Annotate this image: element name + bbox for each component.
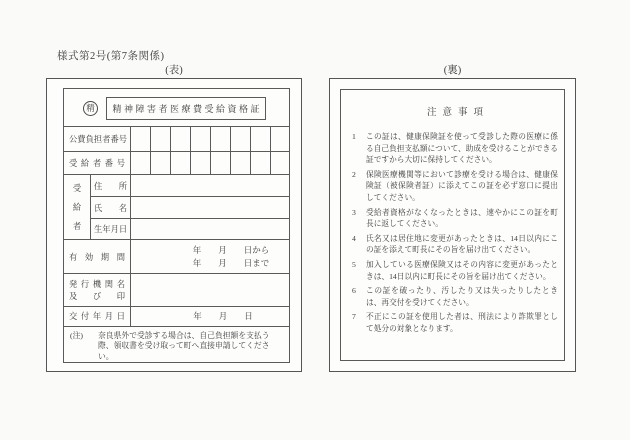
- note-item: [352, 285, 558, 308]
- digit-cell: [151, 152, 171, 175]
- certificate-back-panel: [340, 89, 565, 361]
- address-label: 住所: [94, 181, 127, 191]
- issuer-value-cell: [131, 274, 289, 305]
- valid-period-label: 有効期間: [69, 252, 125, 262]
- note-item: [352, 233, 558, 256]
- valid-period-value-cell: [131, 240, 289, 273]
- form-number-label: 様式第2号(第7条関係): [57, 51, 165, 62]
- front-side-caption: (表): [165, 65, 183, 76]
- note-item: [352, 207, 558, 230]
- recipient-number-row: [64, 152, 289, 176]
- birthdate-value-cell: [131, 219, 289, 239]
- digit-cell: [231, 152, 251, 175]
- digit-cell: [151, 127, 171, 151]
- recipient-number-digit-boxes: [131, 152, 289, 175]
- recipient-group-row: [64, 175, 289, 240]
- note-item-number: 2: [352, 169, 356, 179]
- note-item-number: 5: [352, 259, 356, 269]
- digit-cell: [231, 127, 251, 151]
- issuer-label-line1: 発行機関名: [69, 280, 125, 290]
- note-item-text: この証は、健康保険証を使って受診した際の医療に係る自己負担支払額について、助成を受けることができる証ですから大切に保持してください。: [366, 132, 558, 165]
- note-item-number: 6: [352, 286, 356, 296]
- note-item: [352, 131, 558, 166]
- recipient-group-char: 給: [72, 203, 82, 213]
- name-value-cell: [131, 197, 289, 218]
- issue-date-value-cell: [131, 307, 289, 326]
- front-note-row: [64, 327, 289, 363]
- note-item-number: 3: [352, 207, 356, 217]
- notes-title: 注意事項: [426, 108, 489, 118]
- birthdate-label: 生年月日: [94, 225, 128, 235]
- certificate-title: 精神障害者医療費受給資格証: [112, 104, 262, 114]
- recipient-group-char: 者: [72, 222, 82, 232]
- notes-list: [352, 131, 558, 335]
- payer-number-label: 公費負担者番号: [69, 135, 128, 145]
- valid-from-text: 年 月 日から: [192, 244, 270, 255]
- note-item-number: 4: [352, 233, 356, 243]
- valid-to-text: 年 月 日まで: [192, 257, 270, 268]
- digit-cell: [251, 152, 271, 175]
- valid-period-row: [64, 240, 289, 274]
- payer-number-label-cell: [64, 127, 131, 151]
- digit-cell: [211, 152, 231, 175]
- note-item-text: 受給者資格がなくなったときは、速やかにこの証を町長に返してください。: [366, 207, 558, 229]
- issue-date-label-cell: [64, 307, 131, 326]
- issue-date-value: 年 月 日: [193, 311, 253, 322]
- note-item: [352, 259, 558, 282]
- digit-cell: [271, 127, 291, 151]
- certificate-back-card: [329, 78, 576, 372]
- digit-cell: [131, 127, 151, 151]
- digit-cell: [191, 152, 211, 175]
- issue-date-row: [64, 307, 289, 327]
- payer-number-digit-boxes: [131, 127, 291, 151]
- address-value-cell: [131, 175, 289, 196]
- note-item-number: 7: [352, 312, 356, 322]
- note-text: 奈良県外で受診する場合は、自己負担額を支払う際、領収書を受け取って町へ直接申請してください。: [98, 330, 270, 361]
- recipient-group-label: [64, 175, 91, 239]
- title-row: [64, 89, 289, 127]
- issuer-row: [64, 274, 289, 306]
- digit-cell: [211, 127, 231, 151]
- note-item-text: 不正にこの証を使用した者は、刑法により詐欺罪として処分の対象となります。: [366, 312, 558, 333]
- digit-cell: [171, 127, 191, 151]
- note-item-text: この証を破ったり、汚したり又は失ったりしたときは、再交付を受けてください。: [366, 286, 558, 307]
- note-item-text: 氏名又は居住地に変更があったときは、14日以内にこの証を添えて町長にその旨を届け出てください。: [366, 233, 558, 255]
- address-row: [91, 175, 289, 197]
- digit-cell: [171, 152, 191, 175]
- valid-period-label-cell: [64, 240, 131, 273]
- address-label-cell: [91, 175, 131, 196]
- note-item: [352, 169, 558, 204]
- note-item-text: 保険医療機関等において診療を受ける場合は、健康保険証（被保険者証）に添えてこの証を必ず窓口に提出してください。: [366, 169, 558, 202]
- digit-cell: [131, 152, 151, 175]
- note-item-number: 1: [352, 132, 356, 141]
- issuer-label-cell: [64, 274, 131, 305]
- recipient-number-label-cell: [64, 152, 131, 175]
- note-item: [352, 311, 558, 334]
- note-item-text: 加入している医療保険又はその内容に変更があったときは、14日以内に町長にその旨を届け出てください。: [366, 259, 558, 281]
- payer-number-row: [64, 127, 289, 152]
- name-label-cell: [91, 197, 131, 218]
- certificate-front-card: [46, 78, 302, 372]
- note-prefix: (注): [70, 330, 83, 340]
- name-label: 氏名: [94, 203, 127, 213]
- certificate-front-table: [63, 88, 290, 363]
- marusei-stamp: 精: [83, 101, 98, 116]
- recipient-number-label: 受給者番号: [69, 159, 125, 169]
- birthdate-label-cell: [91, 219, 131, 239]
- recipient-subrows: [91, 175, 289, 239]
- issue-date-label: 交付年月日: [69, 312, 125, 322]
- name-row: [91, 197, 289, 219]
- recipient-group-char: 受: [72, 184, 82, 194]
- certificate-title-box: [106, 97, 266, 120]
- back-side-caption: (裏): [443, 65, 462, 76]
- issuer-label-line2: 及び印: [69, 292, 125, 302]
- digit-cell: [191, 127, 211, 151]
- birthdate-row: [91, 219, 289, 239]
- digit-cell: [251, 127, 271, 151]
